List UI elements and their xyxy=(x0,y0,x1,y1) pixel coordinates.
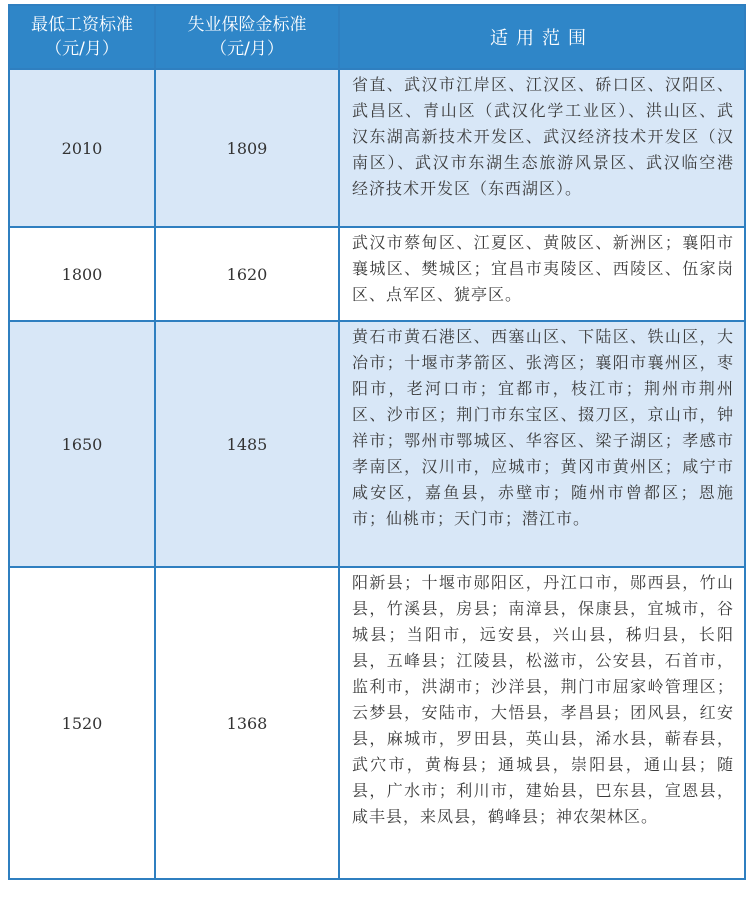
unemployment-cell: 1809 xyxy=(155,69,339,227)
wage-standards-table xyxy=(8,4,746,880)
header-min-wage-title: 最低工资标准 xyxy=(31,15,133,35)
table-row xyxy=(9,321,745,567)
header-unemployment xyxy=(155,5,339,69)
header-unemployment-unit: （元/月） xyxy=(210,39,284,59)
table-row xyxy=(9,227,745,321)
min-wage-cell: 1520 xyxy=(9,567,155,879)
scope-cell: 黄石市黄石港区、西塞山区、下陆区、铁山区，大冶市；十堰市茅箭区、张湾区；襄阳市襄州区，枣阳市，老河口市；宜都市，枝江市；荆州市荆州区、沙市区；荆门市东宝区、掇刀区，京山市，钟祥市；鄂州市鄂城区、华容区、梁子湖区；孝感市孝南区，汉川市，应城市；黄冈市黄州区；咸宁市咸安区，嘉鱼县，赤壁市；随州市曾都区；恩施市；仙桃市；天门市；潜江市。 xyxy=(339,321,745,567)
min-wage-cell: 1800 xyxy=(9,227,155,321)
unemployment-cell: 1485 xyxy=(155,321,339,567)
header-scope xyxy=(339,5,745,69)
header-scope-title: 适用范围 xyxy=(490,28,594,49)
scope-cell: 武汉市蔡甸区、江夏区、黄陂区、新洲区；襄阳市襄城区、樊城区；宜昌市夷陵区、西陵区、伍家岗区、点军区、猇亭区。 xyxy=(339,227,745,321)
min-wage-cell: 2010 xyxy=(9,69,155,227)
header-unemployment-title: 失业保险金标准 xyxy=(187,15,307,35)
min-wage-cell: 1650 xyxy=(9,321,155,567)
unemployment-cell: 1368 xyxy=(155,567,339,879)
table-header-row xyxy=(9,5,745,69)
table-row xyxy=(9,69,745,227)
scope-cell: 阳新县；十堰市郧阳区，丹江口市，郧西县，竹山县，竹溪县，房县；南漳县，保康县，宜城市，谷城县；当阳市，远安县，兴山县，秭归县，长阳县，五峰县；江陵县，松滋市，公安县，石首市，监利市，洪湖市；沙洋县，荆门市屈家岭管理区；云梦县，安陆市，大悟县，孝昌县；团风县，红安县，麻城市，罗田县，英山县，浠水县，蕲春县，武穴市，黄梅县；通城县，崇阳县，通山县；随县，广水市；利川市，建始县，巴东县，宣恩县，咸丰县，来凤县，鹤峰县；神农架林区。 xyxy=(339,567,745,879)
table-row xyxy=(9,567,745,879)
unemployment-cell: 1620 xyxy=(155,227,339,321)
header-min-wage-unit: （元/月） xyxy=(45,39,119,59)
header-min-wage xyxy=(9,5,155,69)
scope-cell: 省直、武汉市江岸区、江汉区、硚口区、汉阳区、武昌区、青山区（武汉化学工业区）、洪山区、武汉东湖高新技术开发区、武汉经济技术开发区（汉南区）、武汉市东湖生态旅游风景区、武汉临空港经济技术开发区（东西湖区）。 xyxy=(339,69,745,227)
